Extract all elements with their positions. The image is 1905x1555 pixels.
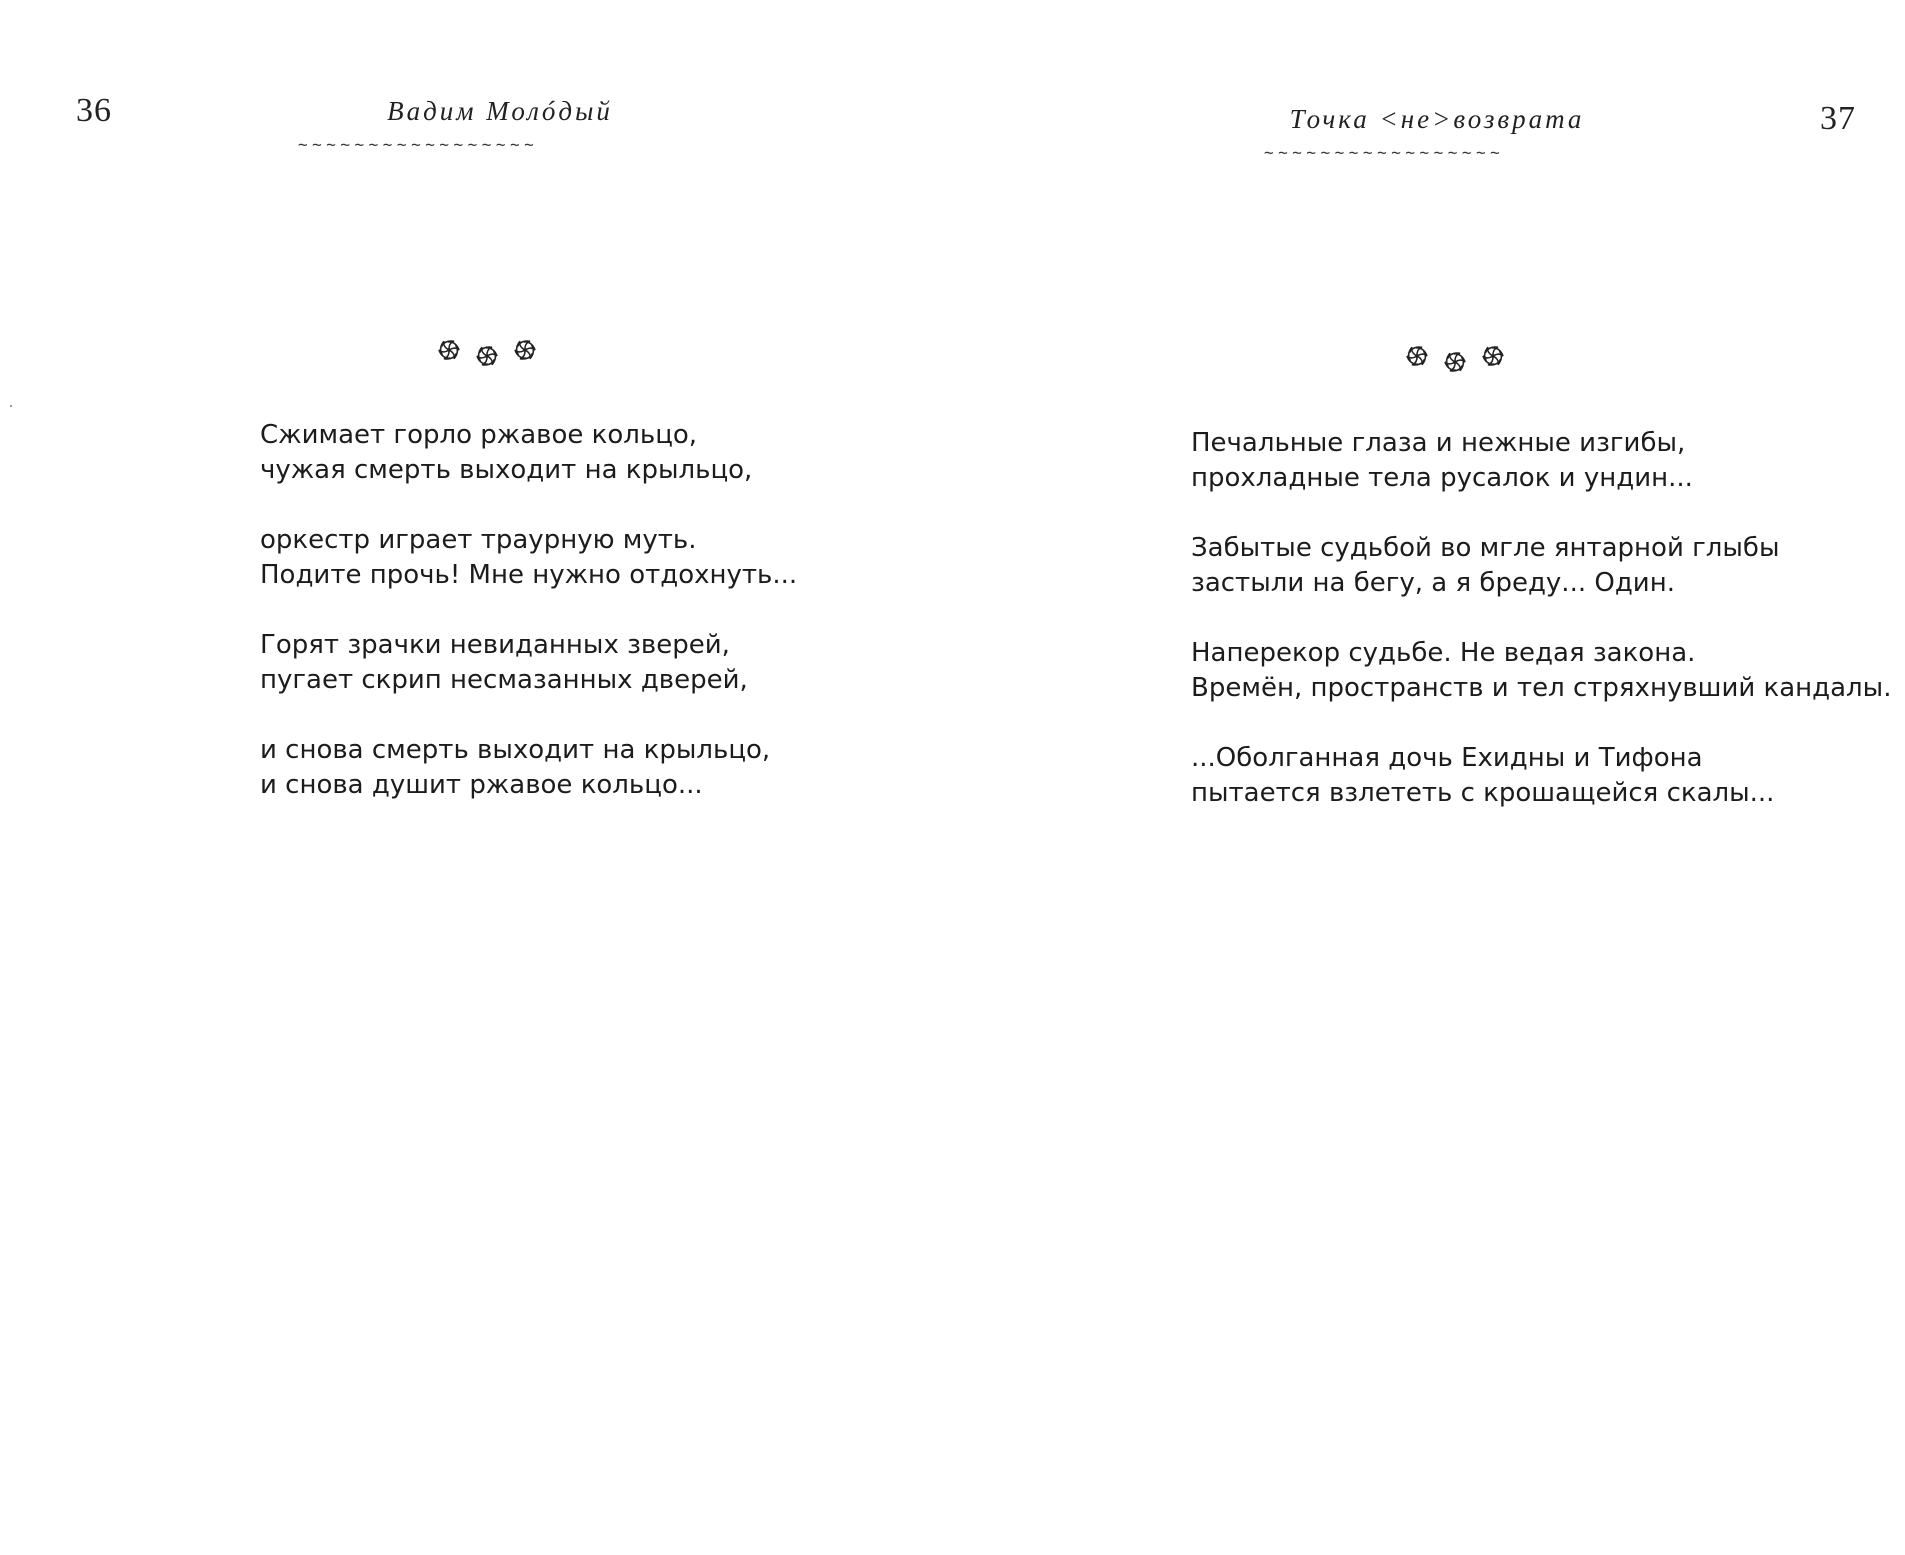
stanza	[260, 628, 797, 698]
running-head-author: Вадим Молóдый	[387, 96, 613, 126]
page-number: 36	[76, 92, 112, 129]
poem-line: застыли на бегу, а я бреду... Один.	[1191, 568, 1675, 598]
swirl-glyph	[475, 343, 499, 369]
poem-line: Времён, пространств и тел стряхнувший кандалы.	[1191, 673, 1892, 703]
poem-line: оркестр играет траурную муть.	[260, 525, 697, 555]
poem-line: Подите прочь! Мне нужно отдохнуть...	[260, 560, 798, 590]
swirl-glyph	[1481, 343, 1505, 369]
stanza	[1191, 426, 1891, 496]
running-head-title: Точка <не>возврата	[1289, 104, 1585, 134]
triple-swirl-icon	[432, 334, 542, 374]
stanza	[260, 418, 797, 488]
swirl-ornament-svg	[1400, 340, 1510, 380]
poem-line: Печальные глаза и нежные изгибы,	[1191, 428, 1686, 458]
swirl-glyph	[513, 337, 537, 363]
poem-line: ...Оболганная дочь Ехидны и Тифона	[1191, 743, 1703, 773]
decorative-tilde-rule: ~~~~~~~~~~~~~~~~~	[298, 135, 539, 154]
poem-line: пугает скрип несмазанных дверей,	[260, 665, 748, 695]
poem-line: Горят зрачки невиданных зверей,	[260, 630, 730, 660]
stanza	[1191, 636, 1891, 706]
poem-line: Забытые судьбой во мгле янтарной глыбы	[1191, 533, 1780, 563]
poem-line: прохладные тела русалок и ундин...	[1191, 463, 1693, 493]
poem-line: Наперекор судьбе. Не ведая закона.	[1191, 638, 1696, 668]
decorative-tilde-rule: ~~~~~~~~~~~~~~~~~	[1264, 143, 1505, 162]
swirl-glyph	[1443, 349, 1467, 375]
poem-line: и снова смерть выходит на крыльцо,	[260, 735, 771, 765]
stanza	[1191, 741, 1891, 811]
poem-line: Сжимает горло ржавое кольцо,	[260, 420, 698, 450]
page-number: 37	[1820, 100, 1856, 137]
swirl-glyph	[437, 337, 461, 363]
right-page	[952, 0, 1904, 1555]
swirl-glyph	[1405, 343, 1429, 369]
poem	[260, 418, 797, 838]
poem-line: чужая смерть выходит на крыльцо,	[260, 455, 753, 485]
stanza	[1191, 531, 1891, 601]
paper-speck	[10, 405, 12, 407]
swirl-ornament-svg	[432, 334, 542, 374]
poem-line: и снова душит ржавое кольцо...	[260, 770, 703, 800]
stanza	[260, 523, 797, 593]
poem-line: пытается взлететь с крошащейся скалы...	[1191, 778, 1775, 808]
left-page	[0, 0, 952, 1555]
triple-swirl-icon	[1400, 340, 1510, 380]
stanza	[260, 733, 797, 803]
poem	[1191, 426, 1891, 846]
